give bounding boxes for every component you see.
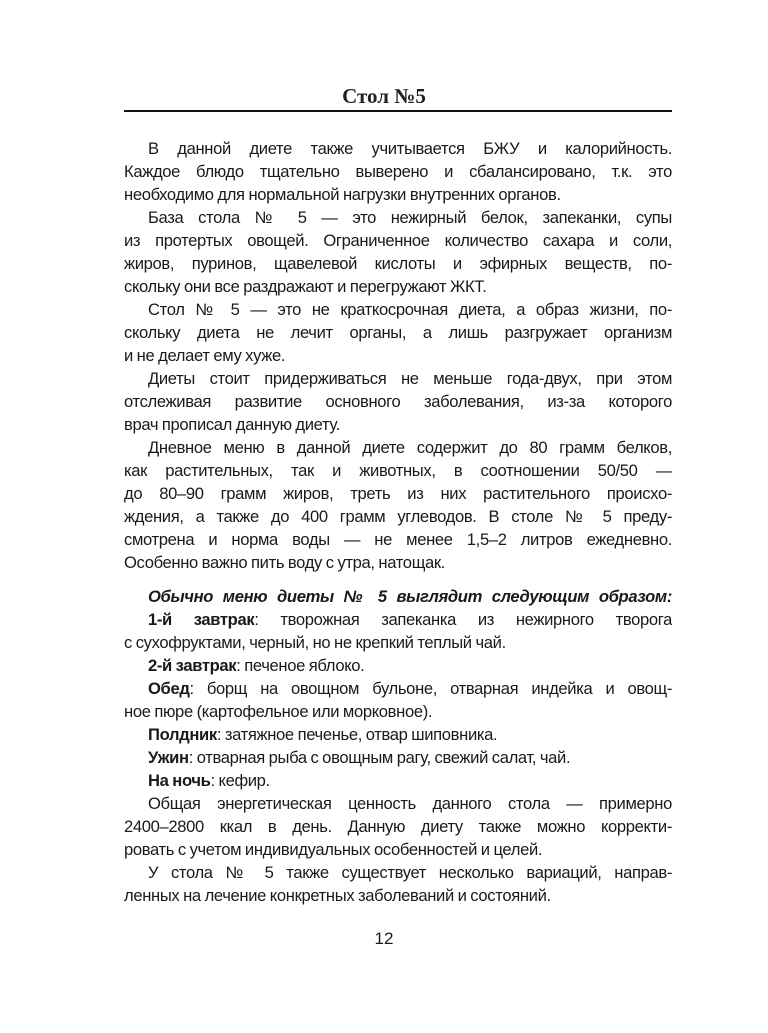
line-text: ленных на лечение конкретных заболеваний и состояний.: [124, 886, 551, 905]
header-divider: [124, 110, 672, 112]
text-line: [124, 677, 672, 700]
line-text: смотрена и норма воды — не менее 1,5–2 литров ежедневно.: [124, 530, 672, 549]
text-line: [124, 815, 672, 838]
text-line: [124, 861, 672, 884]
line-text: В данной диете также учитывается БЖУ и калорийность.: [148, 139, 672, 158]
text-line: [124, 838, 672, 861]
page-number: 12: [374, 929, 394, 948]
menu-heading: [124, 585, 672, 608]
text-line: [124, 746, 672, 769]
text-line: [124, 482, 672, 505]
line-text: : печеное яблоко.: [236, 656, 365, 675]
line-text: Дневное меню в данной диете содержит до 80 грамм белков,: [148, 438, 672, 457]
line-text: : затяжное печенье, отвар шиповника.: [216, 725, 498, 744]
text-line: [124, 769, 672, 792]
text-line: [124, 344, 672, 367]
text-line: [124, 528, 672, 551]
text-line: [124, 367, 672, 390]
line-text: скольку диета не лечит органы, а лишь разгружает организм: [124, 323, 672, 342]
line-text: врач прописал данную диету.: [124, 415, 340, 434]
text-line: [124, 459, 672, 482]
text-line: [124, 884, 672, 907]
line-text: Особенно важно пить воду с утра, натощак.: [124, 553, 446, 572]
line-text: ровать с учетом индивидуальных особенностей и целей.: [124, 840, 543, 859]
line-text: и не делает ему хуже.: [124, 346, 286, 365]
line-text: Каждое блюдо тщательно выверено и сбалансировано, т.к. это: [124, 162, 672, 181]
text-line: [124, 631, 672, 654]
meal-label: Полдник: [148, 725, 217, 744]
text-line: [124, 551, 672, 574]
line-text: Общая энергетическая ценность данного стола — примерно: [148, 794, 672, 813]
line-text: 2400–2800 ккал в день. Данную диету также можно корректи-: [124, 817, 672, 836]
line-text: жиров, пуринов, щавелевой кислоты и эфирных веществ, по-: [124, 254, 672, 273]
meal-label: Ужин: [148, 748, 189, 767]
header-title: Стол №5: [342, 84, 426, 108]
text-line: [124, 252, 672, 275]
text-line: [124, 792, 672, 815]
line-text: Обычно меню диеты № 5 выглядит следующим образом:: [148, 587, 672, 606]
text-line: [124, 275, 672, 298]
text-line: [124, 183, 672, 206]
line-text: из протертых овощей. Ограниченное количество сахара и соли,: [124, 231, 672, 250]
text-line: [124, 608, 672, 631]
text-line: [124, 321, 672, 344]
text-line: [124, 413, 672, 436]
text-line: [124, 505, 672, 528]
text-line: [124, 160, 672, 183]
line-text: необходимо для нормальной нагрузки внутренних органов.: [124, 185, 561, 204]
line-text: ное пюре (картофельное или морковное).: [124, 702, 433, 721]
text-line: [124, 723, 672, 746]
text-line: [124, 436, 672, 459]
line-text: У стола № 5 также существует несколько вариаций, направ-: [148, 863, 672, 882]
line-text: : борщ на овощном бульоне, отварная индейка и овощ-: [189, 679, 672, 698]
line-text: : кефир.: [210, 771, 270, 790]
line-text: Стол № 5 — это не краткосрочная диета, а образ жизни, по-: [148, 300, 672, 319]
text-line: [124, 390, 672, 413]
text-line: [124, 298, 672, 321]
meal-label: 2-й завтрак: [148, 656, 237, 675]
meal-label: Обед: [148, 679, 190, 698]
text-line: [124, 229, 672, 252]
text-line: [124, 654, 672, 677]
text-line: [124, 137, 672, 160]
line-text: : отварная рыба с овощным рагу, свежий салат, чай.: [188, 748, 571, 767]
meal-label: На ночь: [148, 771, 211, 790]
line-text: отслеживая развитие основного заболевания, из-за которого: [124, 392, 672, 411]
line-text: Диеты стоит придерживаться не меньше года-двух, при этом: [148, 369, 672, 388]
text-line: [124, 700, 672, 723]
line-text: скольку они все раздражают и перегружают ЖКТ.: [124, 277, 487, 296]
meal-label: 1-й завтрак: [148, 610, 255, 629]
line-text: до 80–90 грамм жиров, треть из них растительного происхо-: [124, 484, 672, 503]
line-text: как растительных, так и животных, в соотношении 50/50 —: [124, 461, 672, 480]
line-text: ждения, а также до 400 грамм углеводов. В столе № 5 преду-: [124, 507, 672, 526]
line-text: с сухофруктами, черный, но не крепкий теплый чай.: [124, 633, 506, 652]
line-text: База стола № 5 — это нежирный белок, запеканки, супы: [148, 208, 672, 227]
line-text: : творожная запеканка из нежирного творога: [254, 610, 672, 629]
text-line: [124, 206, 672, 229]
